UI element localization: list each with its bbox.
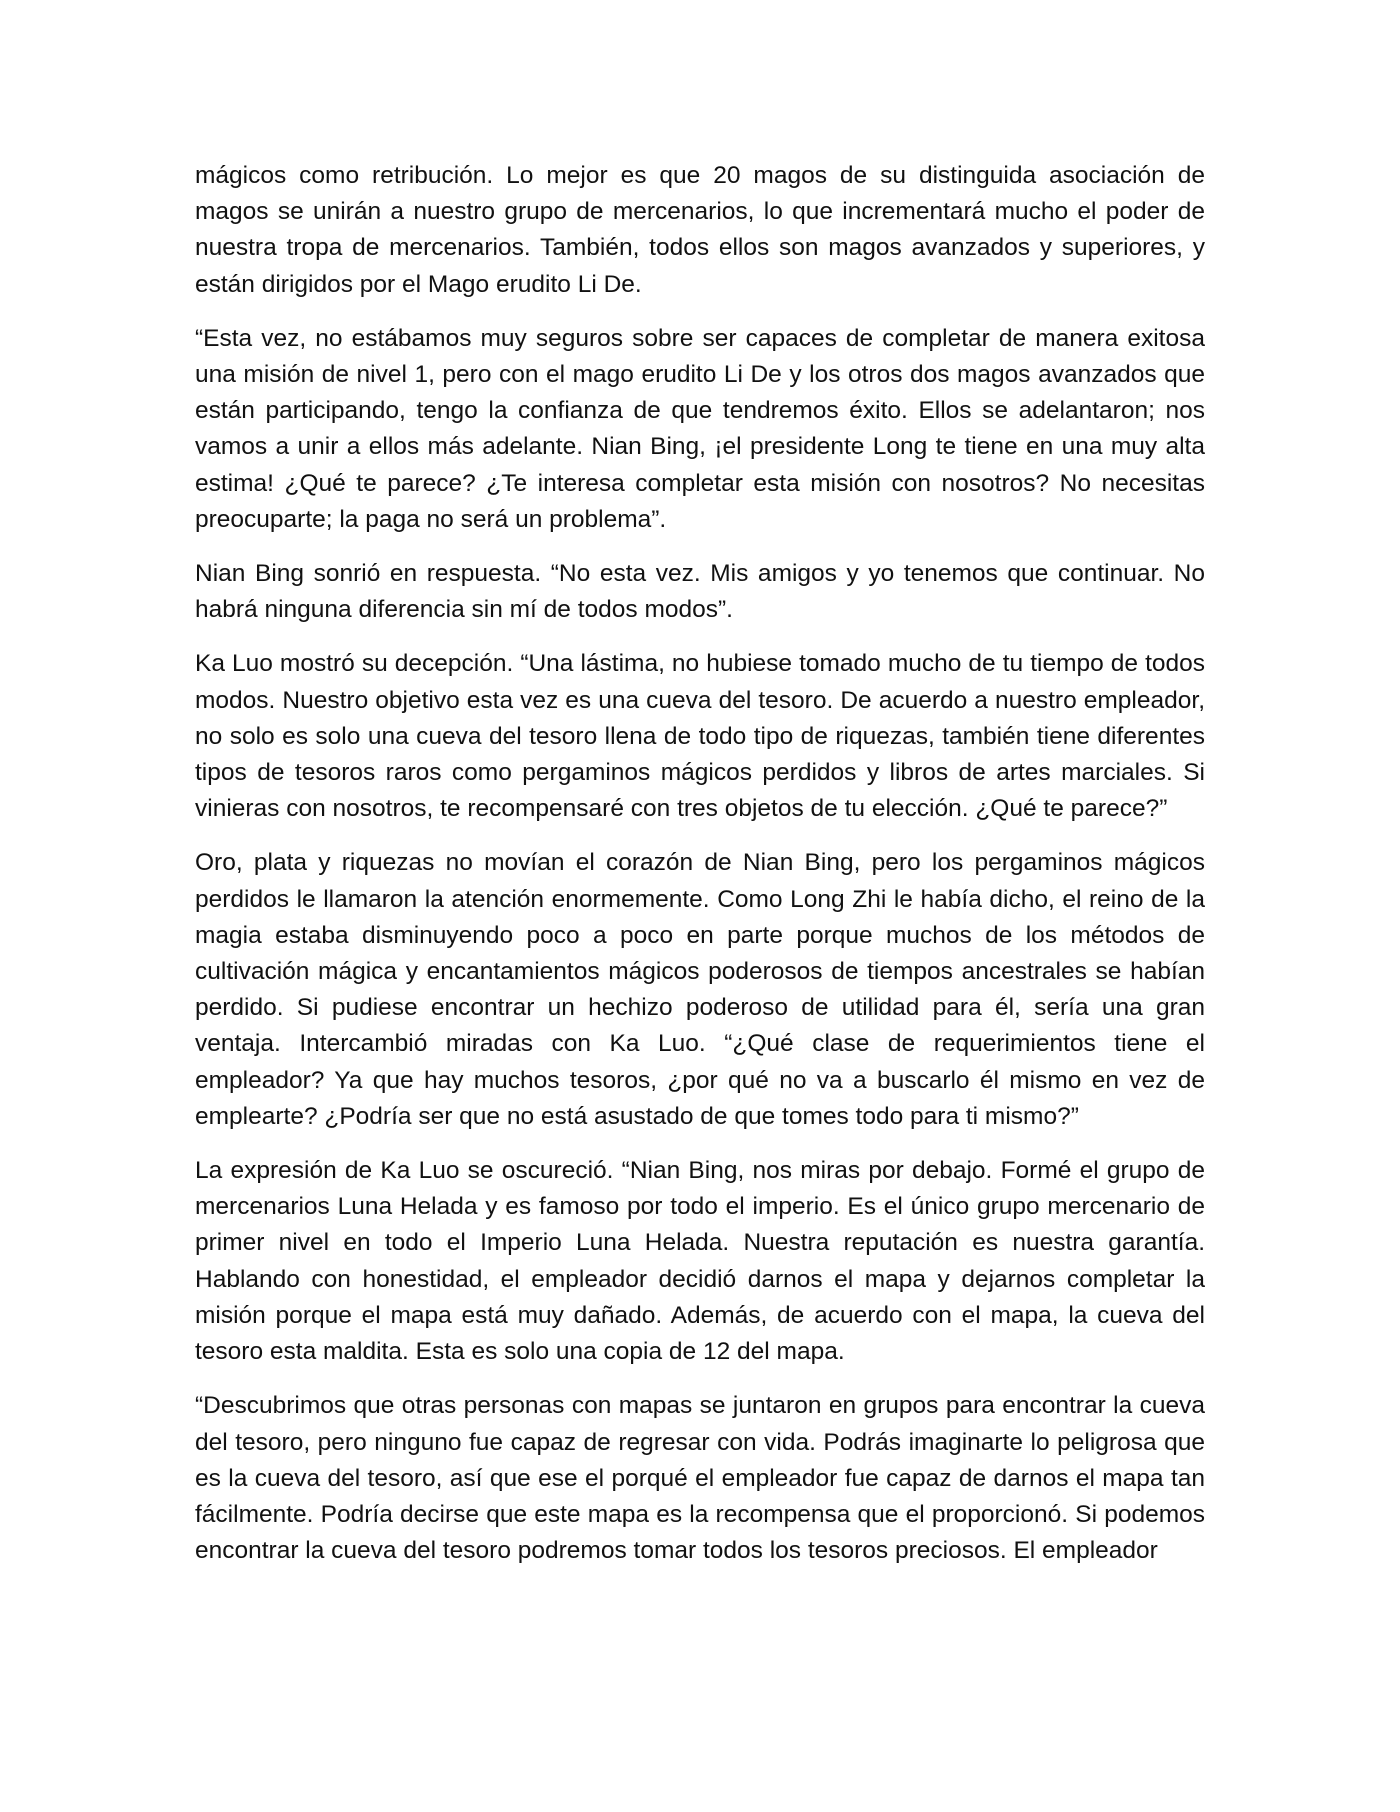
paragraph-6: La expresión de Ka Luo se oscureció. “Nian Bing, nos miras por debajo. Formé el grupo de mercenarios Luna Helada y es famoso por todo el imperio. Es el único grupo mercenario de primer nivel en todo el Imperio Luna Helada. Nuestra reputación es nuestra garantía. Hablando con honestidad, el empleador decidió darnos el mapa y dejarnos completar la misión porque el mapa está muy dañado. Además, de acuerdo con el mapa, la cueva del tesoro esta maldita. Esta es solo una copia de 12 del mapa.	[195, 1157, 1205, 1366]
document-page	[195, 158, 1205, 1587]
paragraph-5: Oro, plata y riquezas no movían el corazón de Nian Bing, pero los pergaminos mágicos perdidos le llamaron la atención enormemente. Como Long Zhi le había dicho, el reino de la magia estaba disminuyendo poco a poco en parte porque muchos de los métodos de cultivación mágica y encantamientos mágicos poderosos de tiempos ancestrales se habían perdido. Si pudiese encontrar un hechizo poderoso de utilidad para él, sería una gran ventaja. Intercambió miradas con Ka Luo. “¿Qué clase de requerimientos tiene el empleador? Ya que hay muchos tesoros, ¿por qué no va a buscarlo él mismo en vez de emplearte? ¿Podría ser que no está asustado de que tomes todo para ti mismo?”	[195, 849, 1205, 1130]
paragraph-1: mágicos como retribución. Lo mejor es que 20 magos de su distinguida asociación de magos se unirán a nuestro grupo de mercenarios, lo que incrementará mucho el poder de nuestra tropa de mercenarios. También, todos ellos son magos avanzados y superiores, y están dirigidos por el Mago erudito Li De.	[195, 162, 1205, 298]
paragraph-7: “Descubrimos que otras personas con mapas se juntaron en grupos para encontrar la cueva del tesoro, pero ninguno fue capaz de regresar con vida. Podrás imaginarte lo peligrosa que es la cueva del tesoro, así que ese el porqué el empleador fue capaz de darnos el mapa tan fácilmente. Podría decirse que este mapa es la recompensa que el proporcionó. Si podemos encontrar la cueva del tesoro podremos tomar todos los tesoros preciosos. El empleador	[195, 1392, 1205, 1565]
paragraph-2: “Esta vez, no estábamos muy seguros sobre ser capaces de completar de manera exitosa una misión de nivel 1, pero con el mago erudito Li De y los otros dos magos avanzados que están participando, tengo la confianza de que tendremos éxito. Ellos se adelantaron; nos vamos a unir a ellos más adelante. Nian Bing, ¡el presidente Long te tiene en una muy alta estima! ¿Qué te parece? ¿Te interesa completar esta misión con nosotros? No necesitas preocuparte; la paga no será un problema”.	[195, 324, 1205, 533]
paragraph-4: Ka Luo mostró su decepción. “Una lástima, no hubiese tomado mucho de tu tiempo de todos modos. Nuestro objetivo esta vez es una cueva del tesoro. De acuerdo a nuestro empleador, no solo es solo una cueva del tesoro llena de todo tipo de riquezas, también tiene diferentes tipos de tesoros raros como pergaminos mágicos perdidos y libros de artes marciales. Si vinieras con nosotros, te recompensaré con tres objetos de tu elección. ¿Qué te parece?”	[195, 650, 1205, 823]
paragraph-3: Nian Bing sonrió en respuesta. “No esta vez. Mis amigos y yo tenemos que continuar. No habrá ninguna diferencia sin mí de todos modos”.	[195, 560, 1205, 624]
